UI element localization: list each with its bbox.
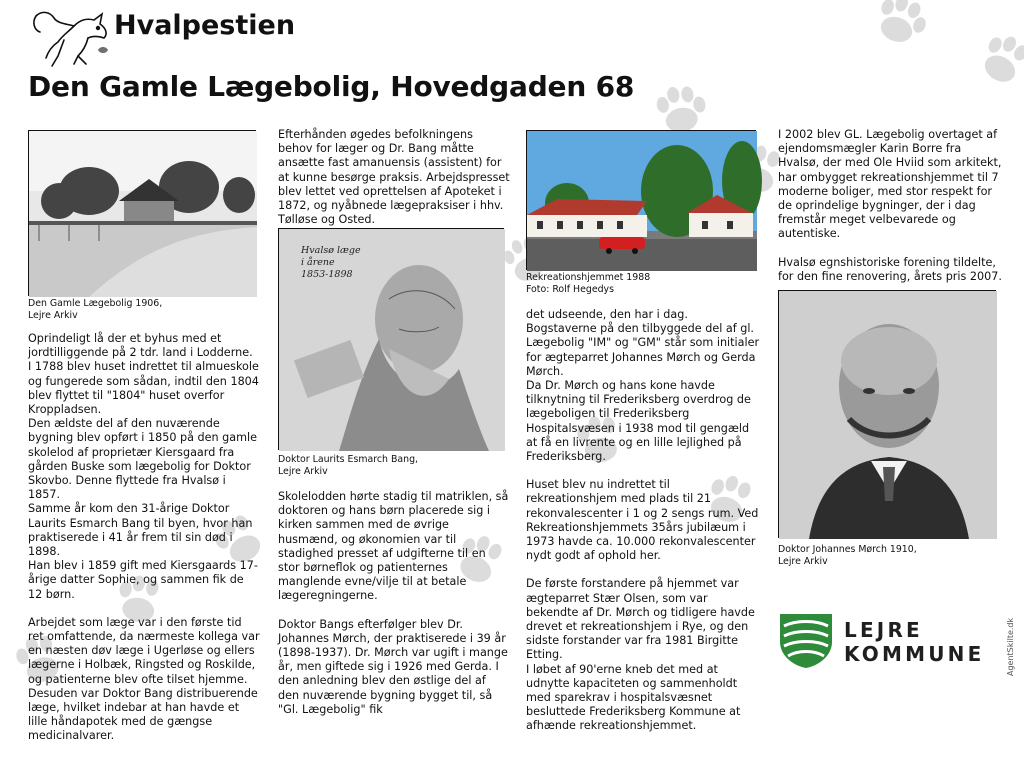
paragraph: Huset blev nu indrettet til rekreationshjem med plads til 21 rekonvalescenter i 1 og 2 sengs rum. Ved Rekreationshjemmets 35års jubilæum i 1973 havde ca. 10.000 rekonvalescenter nydt godt af ophold her. (526, 478, 759, 563)
producer-credit: AgentSkilte.dk (1006, 617, 1015, 676)
portrait-laurits-bang (278, 228, 504, 450)
paragraph: Hvalsø egnshistoriske forening tildelte, for den fine renovering, årets pris 2007. (778, 255, 1002, 283)
recovery-home-image (527, 131, 757, 271)
logo-text-lejre: LEJRE (844, 618, 923, 642)
text-column-4 (778, 128, 1004, 298)
paragraph: De første forstandere på hjemmet var ægteparret Stær Olsen, som var bekendte af Dr. Mørch og tidligere havde drevet et rekreationshjem i Rye, og den sidste forstander var fra 1981 Birgitte Etting. I løbet af 90'erne kneb det med at udnytte kapaciteten og sammenholdt med sparekrav i hospitalsvæsnet besluttede Frederiksberg Kommune at afhænde rekreationshjemmet. (526, 577, 755, 733)
paragraph: det udseende, den har i dag. Bogstaverne på den tilbyggede del af gl. Lægebolig "IM" og "GM" står som initialer for ægteparret Johannes Mørch og Gerda Mørch. Da Dr. Mørch og hans kone havde tilknytning til Frederiksberg overdrog de lægeboligen til Frederiksberg Hospitalsvæsen i 1938 mod til gengæld at få en livrente og en lille lejlighed på Frederiksberg. (526, 308, 760, 464)
paragraph: Oprindeligt lå der et byhus med et jordtilliggende på 2 tdr. land i Lodderne. I 1788 blev huset indrettet til almueskole og fungerede som sådan, indtil den 1804 blev flyttet til "1804" huset overfor Kroppladsen. Den ældste del af den nuværende bygning blev opført i 1850 på den gamle skolelod af proprietær Kiersgaard fra gården Buske som lægebolig for Doktor Skovbo. Denne flyttede fra Hvalsø i 1857. Samme år kom den 31-årige Doktor Laurits Esmarch Bang til byen, hvor han praktiserede i 41 år frem til sin død i 1898. Han blev i 1859 gift med Kiersgaards 17-årige datter Sophie, og sammen fik de 12 børn. (28, 332, 259, 601)
photo-old-house-1906 (28, 130, 256, 296)
portrait-caption-bang: Doktor Laurits Esmarch Bang, Lejre Arkiv (278, 454, 418, 477)
portrait-johannes-morch (778, 290, 996, 538)
morch-photo-image (779, 291, 997, 539)
fox-logo-icon (28, 6, 112, 72)
old-house-image (29, 131, 257, 297)
photo-rekreationshjem-1988 (526, 130, 756, 270)
portrait-caption-morch: Doktor Johannes Mørch 1910, Lejre Arkiv (778, 544, 917, 567)
paragraph: Arbejdet som læge var i den første tid ret omfattende, da nærmeste kollega var en næsten døv læge i Ugerløse og ellers lægerne i Holbæk, Ringsted og Roskilde, og patienterne blev ofte tilset hjemme. Desuden var Doktor Bang distribuerende læge, hvilket indebar at han havde et lille håndapotek med de gængse medicinalvarer. (28, 615, 260, 743)
photo-caption-1906: Den Gamle Lægebolig 1906, Lejre Arkiv (28, 298, 163, 321)
text-column-1 (28, 332, 260, 758)
series-title: Hvalpestien (114, 10, 296, 41)
text-column-2-top (278, 128, 510, 241)
paragraph: Doktor Bangs efterfølger blev Dr. Johannes Mørch, der praktiserede i 39 år (1898-1937). Dr. Mørch var ugift i mange år, men giftede sig i 1926 med Gerda. I den anledning blev den østlige del af den nuværende bygning bygget til, så "Gl. Lægebolig" fik (278, 617, 508, 716)
portrait-inscription: Hvalsø læge i årene 1853-1898 (301, 245, 361, 280)
paragraph: Efterhånden øgedes befolkningens behov for læger og Dr. Bang måtte ansætte fast amanuensis (assistent) for at kunne besørge praksis. Arbejdspresset blev lettet ved oprettelsen af Apoteket i 1872, og nyåbnede lægepraksiser i hhv. Tølløse og Osted. (278, 128, 510, 227)
text-column-2-bottom (278, 490, 510, 731)
page-title: Den Gamle Lægebolig, Hovedgaden 68 (28, 70, 635, 103)
paragraph: Skolelodden hørte stadig til matriklen, så doktoren og hans børn placerede sig i kirken sammen med de øvrige husmænd, og økonomien var til stadighed presset af udgifterne til en stor børneflok og patienternes manglende evne/vilje til at betale lægeregningerne. (278, 490, 509, 603)
logo-text-kommune: KOMMUNE (844, 642, 985, 666)
paragraph: I 2002 blev GL. Lægebolig overtaget af ejendomsmægler Karin Borre fra Hvalsø, der med Ole Hviid som arkitekt, har ombygget rekreationshjemmet til 7 moderne boliger, med stor respekt for de oprindelige bygninger, der i dag fremstår meget velbevarede og autentiske. (778, 128, 1002, 241)
photo-caption-1988: Rekreationshjemmet 1988 Foto: Rolf Hegedys (526, 272, 651, 295)
text-column-3 (526, 308, 760, 748)
lejre-kommune-shield-icon (778, 612, 834, 670)
